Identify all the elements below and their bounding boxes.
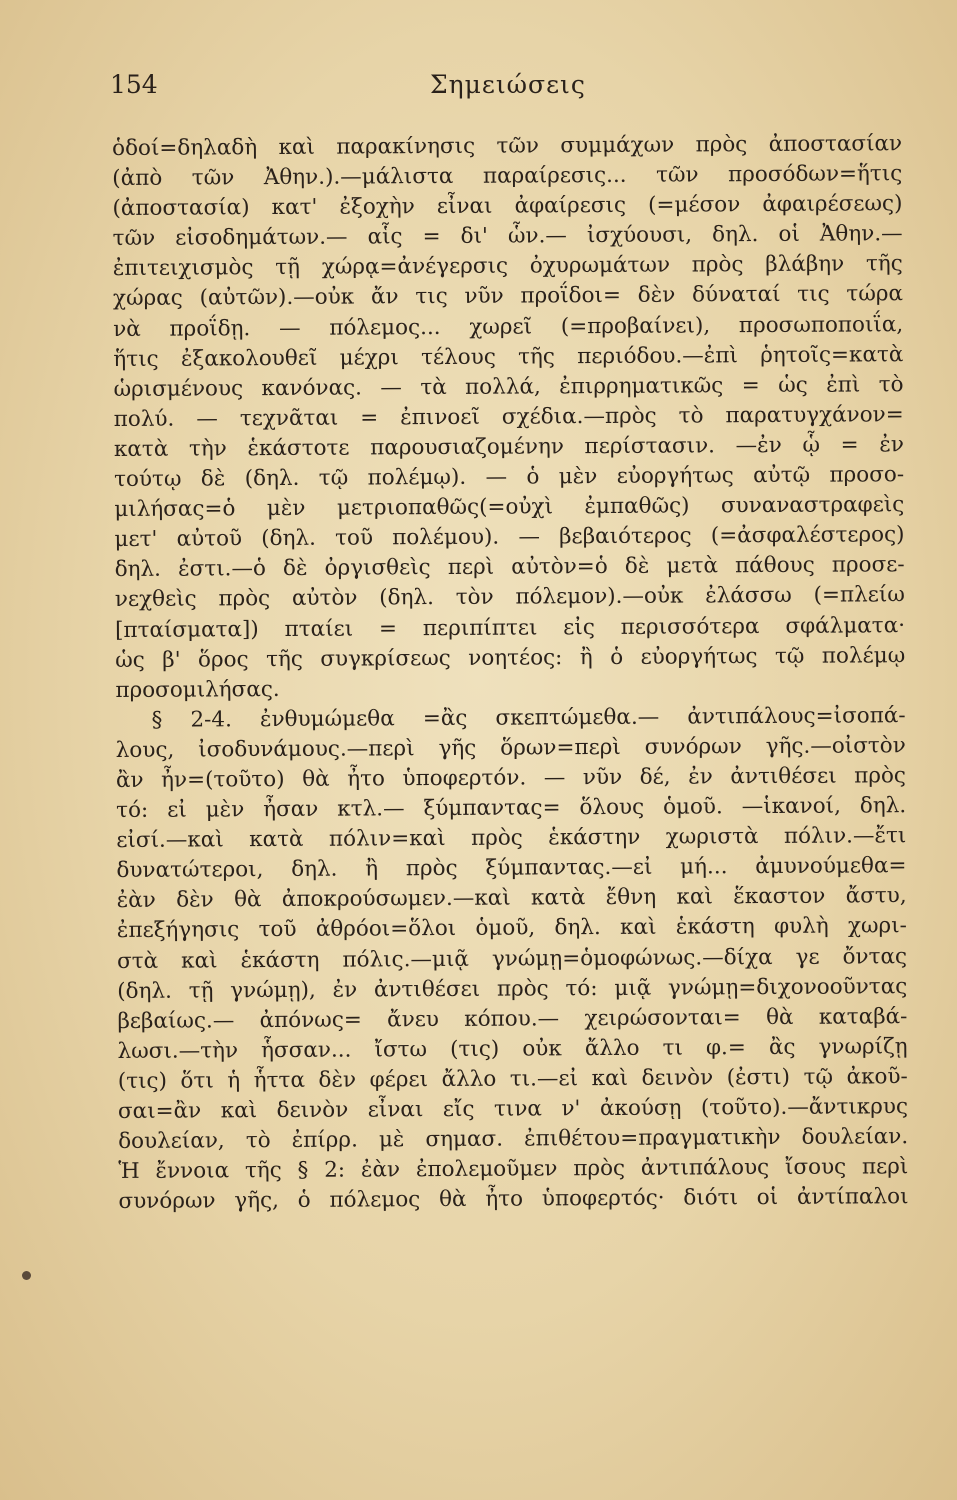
text-line: τῶν εἰσοδημάτων.— αἷς = δι' ὧν.— ἰσχύουσι, δηλ. οἱ Ἀθην.— xyxy=(112,221,903,252)
text-line: λωσι.—τὴν ἧσσαν... ἴστω (τις) οὐκ ἄλλο τι φ.= ἂς γνωρίζῃ xyxy=(117,1033,908,1064)
text-line: μιλήσας=ὁ μὲν μετριοπαθῶς(=οὐχὶ ἐμπαθῶς) συναναστραφεὶς xyxy=(114,492,905,523)
text-line: ἐὰν δὲν θὰ ἀποκρούσωμεν.—καὶ κατὰ ἔθνη καὶ ἕκαστον ἄστυ, xyxy=(116,883,907,914)
text-line: (δηλ. τῇ γνώμῃ), ἐν ἀντιθέσει πρὸς τό: μιᾷ γνώμῃ=διχονοοῦντας xyxy=(117,973,908,1004)
text-line: συνόρων γῆς, ὁ πόλεμος θὰ ἦτο ὑποφερτός· διότι οἱ ἀντίπαλοι xyxy=(118,1184,909,1215)
margin-ink-dot xyxy=(22,1271,31,1280)
text-line: τό: εἰ μὲν ἦσαν κτλ.— ξύμπαντας= ὅλους ὁμοῦ. —ἱκανοί, δηλ. xyxy=(116,793,907,824)
text-line: (ἀποστασία) κατ' ἐξοχὴν εἶναι ἀφαίρεσις (=μέσον ἀφαιρέσεως) xyxy=(112,191,903,222)
text-line: δηλ. ἐστι.—ὁ δὲ ὀργισθεὶς περὶ αὐτὸν=ὁ δὲ μετὰ πάθους προσε- xyxy=(114,552,905,583)
text-line: μετ' αὐτοῦ (δηλ. τοῦ πολέμου). — βεβαιότερος (=ἀσφαλέστερος) xyxy=(114,522,905,553)
text-line: δουλείαν, τὸ ἐπίρρ. μὲ σημασ. ἐπιθέτου=πραγματικὴν δουλείαν. xyxy=(118,1124,909,1155)
text-line: ἂν ἦν=(τοῦτο) θὰ ἦτο ὑποφερτόν. — νῦν δέ, ἐν ἀντιθέσει πρὸς xyxy=(115,763,907,793)
text-line: νεχθεὶς πρὸς αὐτὸν (δηλ. τὸν πόλεμον).—οὐκ ἐλάσσω (=πλείω xyxy=(114,582,905,613)
text-line: ὁδοί=δηλαδὴ καὶ παρακίνησις τῶν συμμάχων πρὸς ἀποστασίαν xyxy=(112,131,903,161)
text-line: νὰ προΐδῃ. — πόλεμος... χωρεῖ (=προβαίνει), προσωποποιΐα, xyxy=(113,311,904,342)
text-line: (τις) ὅτι ἡ ἧττα δὲν φέρει ἄλλο τι.—εἰ καὶ δεινὸν (ἐστι) τῷ ἀκοῦ- xyxy=(117,1064,908,1094)
text-line: [πταίσματα]) πταίει = περιπίπτει εἰς περισσότερα σφάλματα· xyxy=(114,612,906,643)
text-line: σαι=ἂν καὶ δεινὸν εἶναι εἴς τινα ν' ἀκούσῃ (τοῦτο).—ἄντικρυς xyxy=(117,1094,909,1124)
text-line: εἰσί.—καὶ κατὰ πόλιν=καὶ πρὸς ἑκάστην χωριστὰ πόλιν.—ἔτι xyxy=(116,823,907,854)
text-line: (ἀπὸ τῶν Ἀθην.).—μάλιστα παραίρεσις... τῶν προσόδων=ἥτις xyxy=(112,161,903,192)
running-head: Σημειώσεις xyxy=(430,70,586,99)
notes-body xyxy=(112,129,909,1217)
text-line: λους, ἰσοδυνάμους.—περὶ γῆς ὅρων=περὶ συνόρων γῆς.—οἰστὸν xyxy=(115,733,906,763)
text-line: ἐπιτειχισμὸς τῇ χώρᾳ=ἀνέγερσις ὀχυρωμάτων πρὸς βλάβην τῆς xyxy=(112,251,903,282)
text-line: ὡς β' ὅρος τῆς συγκρίσεως νοητέος: ἢ ὁ εὐοργήτως τῷ πολέμῳ xyxy=(115,642,906,673)
text-line: δυνατώτεροι, δηλ. ἢ πρὸς ξύμπαντας.—εἰ μή... ἀμυνούμεθα= xyxy=(116,853,907,884)
text-line: Ἡ ἔννοια τῆς § 2: ἐὰν ἐπολεμοῦμεν πρὸς ἀντιπάλους ἴσους περὶ xyxy=(118,1154,909,1185)
text-line: προσομιλήσας. xyxy=(115,676,280,703)
text-line: χώρας (αὐτῶν).—οὐκ ἄν τις νῦν προΐδοι= δὲν δύναταί τις τώρα xyxy=(112,281,904,312)
text-line: πολύ. — τεχνᾶται = ἐπινοεῖ σχέδια.—πρὸς τὸ παρατυγχάνον= xyxy=(113,402,904,432)
page-header xyxy=(110,70,887,110)
text-line: βεβαίως.— ἀπόνως= ἄνευ κόπου.— χειρώσονται= θὰ καταβά- xyxy=(117,1003,908,1034)
text-line: ἥτις ἐξακολουθεῖ μέχρι τέλους τῆς περιόδου.—ἐπὶ ῥητοῖς=κατὰ xyxy=(113,341,904,372)
text-line: § 2-4. ἐνθυμώμεθα =ἂς σκεπτώμεθα.— ἀντιπάλους=ἰσοπά- xyxy=(151,702,906,733)
text-line: ἐπεξήγησις τοῦ ἀθρόοι=ὅλοι ὁμοῦ, δηλ. καὶ ἑκάστη φυλὴ χωρι- xyxy=(116,913,907,944)
page-number: 154 xyxy=(110,70,158,99)
text-line: στὰ καὶ ἑκάστη πόλις.—μιᾷ γνώμῃ=ὁμοφώνως.—δίχα γε ὄντας xyxy=(116,943,908,974)
text-line: τούτῳ δὲ (δηλ. τῷ πολέμῳ). — ὁ μὲν εὐοργήτως αὐτῷ προσο- xyxy=(114,462,905,493)
text-line: ὡρισμένους κανόνας. — τὰ πολλά, ἐπιρρηματικῶς = ὡς ἐπὶ τὸ xyxy=(113,371,904,402)
text-line: κατὰ τὴν ἑκάστοτε παρουσιαζομένην περίστασιν. —ἐν ᾧ = ἐν xyxy=(113,432,904,462)
